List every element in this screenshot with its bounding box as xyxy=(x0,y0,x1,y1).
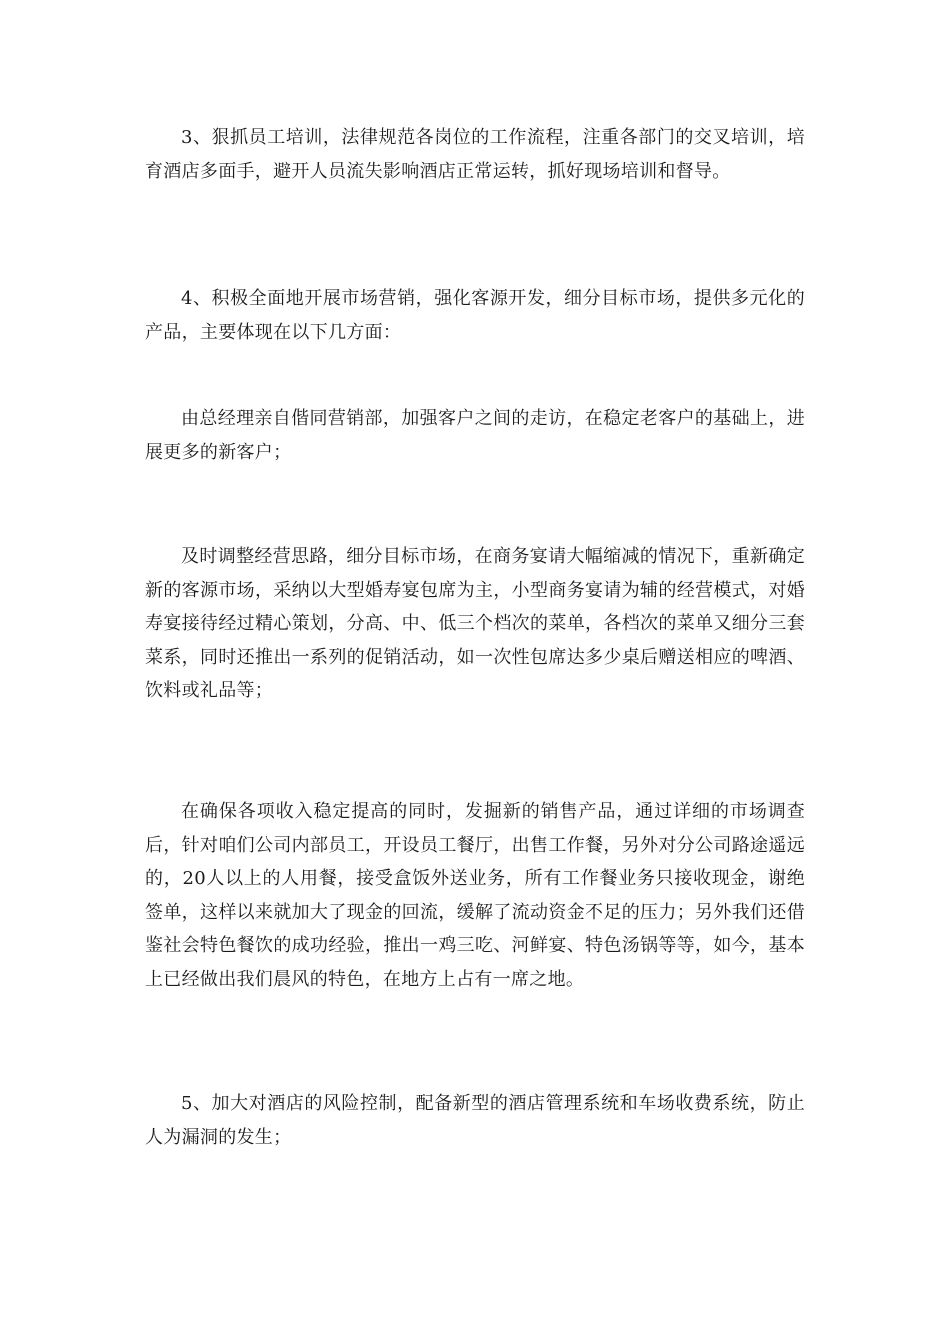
paragraph-risk-control: 5、加大对酒店的风险控制，配备新型的酒店管理系统和车场收费系统，防止人为漏洞的发生； xyxy=(145,1093,805,1148)
paragraph-client-visits: 由总经理亲自偕同营销部，加强客户之间的走访，在稳定老客户的基础上，进展更多的新客户； xyxy=(145,408,805,463)
paragraph-new-products: 在确保各项收入稳定提高的同时，发掘新的销售产品，通过详细的市场调查后，针对咱们公司内部员工，开设员工餐厅，出售工作餐，另外对分公司路途遥远的，20人以上的人用餐，接受盒饭外送业务，所有工作餐业务只接收现金，谢绝签单，这样以来就加大了现金的回流，缓解了流动资金不足的压力；另外我们还借鉴社会特色餐饮的成功经验，推出一鸡三吃、河鲜宴、特色汤锅等等，如今，基本上已经做出我们晨风的特色，在地方上占有一席之地。 xyxy=(145,801,805,990)
paragraph-staff-training: 3、狠抓员工培训，法律规范各岗位的工作流程，注重各部门的交叉培训，培育酒店多面手，避开人员流失影响酒店正常运转，抓好现场培训和督导。 xyxy=(145,127,805,182)
paragraph-business-strategy: 及时调整经营思路，细分目标市场，在商务宴请大幅缩减的情况下，重新确定新的客源市场，采纳以大型婚寿宴包席为主，小型商务宴请为辅的经营模式，对婚寿宴接待经过精心策划，分高、中、低三个档次的菜单，各档次的菜单又细分三套菜系，同时还推出一系列的促销活动，如一次性包席达多少桌后赠送相应的啤酒、饮料或礼品等； xyxy=(145,546,805,701)
paragraph-marketing: 4、积极全面地开展市场营销，强化客源开发，细分目标市场，提供多元化的产品，主要体现在以下几方面： xyxy=(145,288,805,343)
